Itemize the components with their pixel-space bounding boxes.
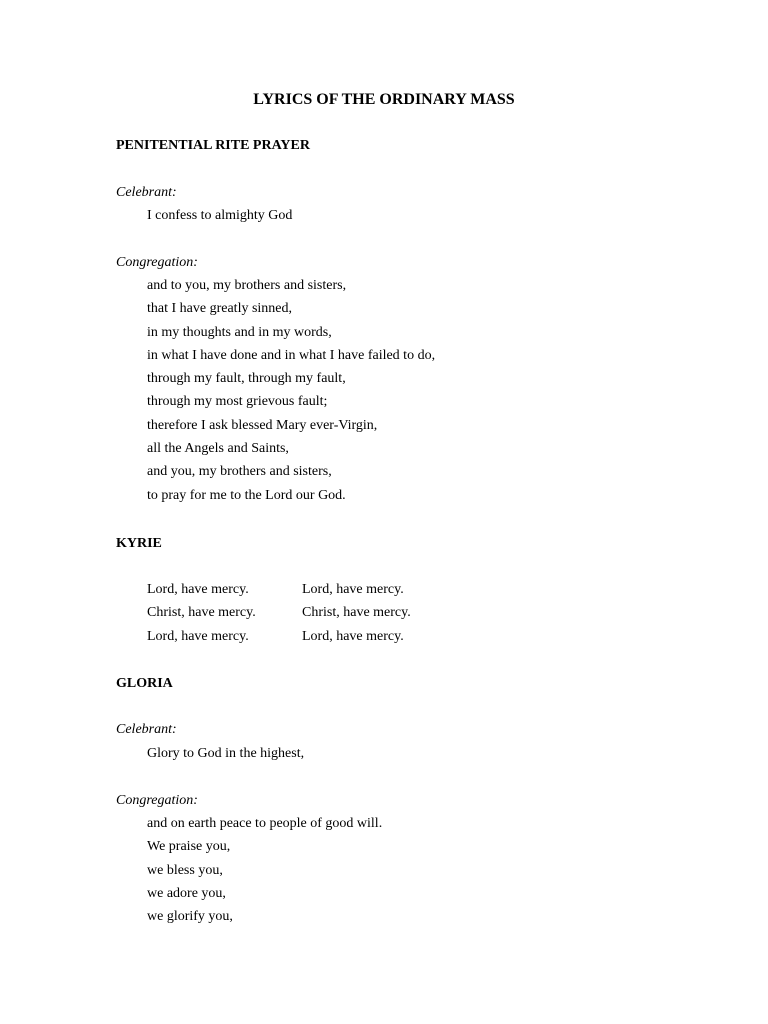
verse-line: and on earth peace to people of good will. [147, 816, 383, 831]
verse-line: and you, my brothers and sisters, [147, 464, 332, 480]
verse-line: we bless you, [147, 862, 223, 878]
kyrie-call: Lord, have mercy. [147, 582, 249, 597]
kyrie-row [147, 581, 447, 604]
kyrie-response: Lord, have mercy. [302, 628, 404, 644]
gloria-congregation-lines [147, 815, 382, 931]
verse-line: through my most grievous fault; [147, 394, 328, 410]
page-title: LYRICS OF THE ORDINARY MASS [253, 91, 515, 108]
kyrie-response: Lord, have mercy. [302, 582, 404, 597]
kyrie-call: Lord, have mercy. [147, 628, 249, 644]
celebrant-label: Celebrant: [116, 185, 177, 200]
verse-line: We praise you, [147, 839, 231, 855]
verse-line: and to you, my brothers and sisters, [147, 278, 347, 293]
congregation-label: Congregation: [116, 793, 198, 808]
verse-line: in my thoughts and in my words, [147, 324, 332, 340]
verse-line: in what I have done and in what I have failed to do, [147, 347, 436, 363]
kyrie-responses [147, 581, 447, 651]
verse-line: Glory to God in the highest, [147, 746, 305, 761]
penitential-congregation-lines [147, 277, 435, 510]
verse-line: I confess to almighty God [147, 208, 293, 223]
verse-line: that I have greatly sinned, [147, 301, 293, 317]
verse-line: therefore I ask blessed Mary ever-Virgin, [147, 417, 378, 433]
kyrie-call: Christ, have mercy. [147, 605, 256, 621]
gloria-celebrant-lines [147, 745, 304, 768]
congregation-label: Congregation: [116, 255, 198, 270]
verse-line: all the Angels and Saints, [147, 441, 289, 457]
kyrie-row [147, 604, 447, 627]
penitential-celebrant-lines [147, 207, 292, 230]
verse-line: to pray for me to the Lord our God. [147, 487, 346, 503]
celebrant-label: Celebrant: [116, 722, 177, 737]
section-heading-kyrie: KYRIE [116, 536, 162, 551]
kyrie-row [147, 628, 447, 651]
verse-line: we adore you, [147, 885, 226, 901]
verse-line: through my fault, through my fault, [147, 371, 346, 387]
kyrie-response: Christ, have mercy. [302, 605, 411, 621]
verse-line: we glorify you, [147, 909, 233, 925]
section-heading-gloria: GLORIA [116, 676, 173, 691]
section-heading-penitential: PENITENTIAL RITE PRAYER [116, 138, 310, 153]
